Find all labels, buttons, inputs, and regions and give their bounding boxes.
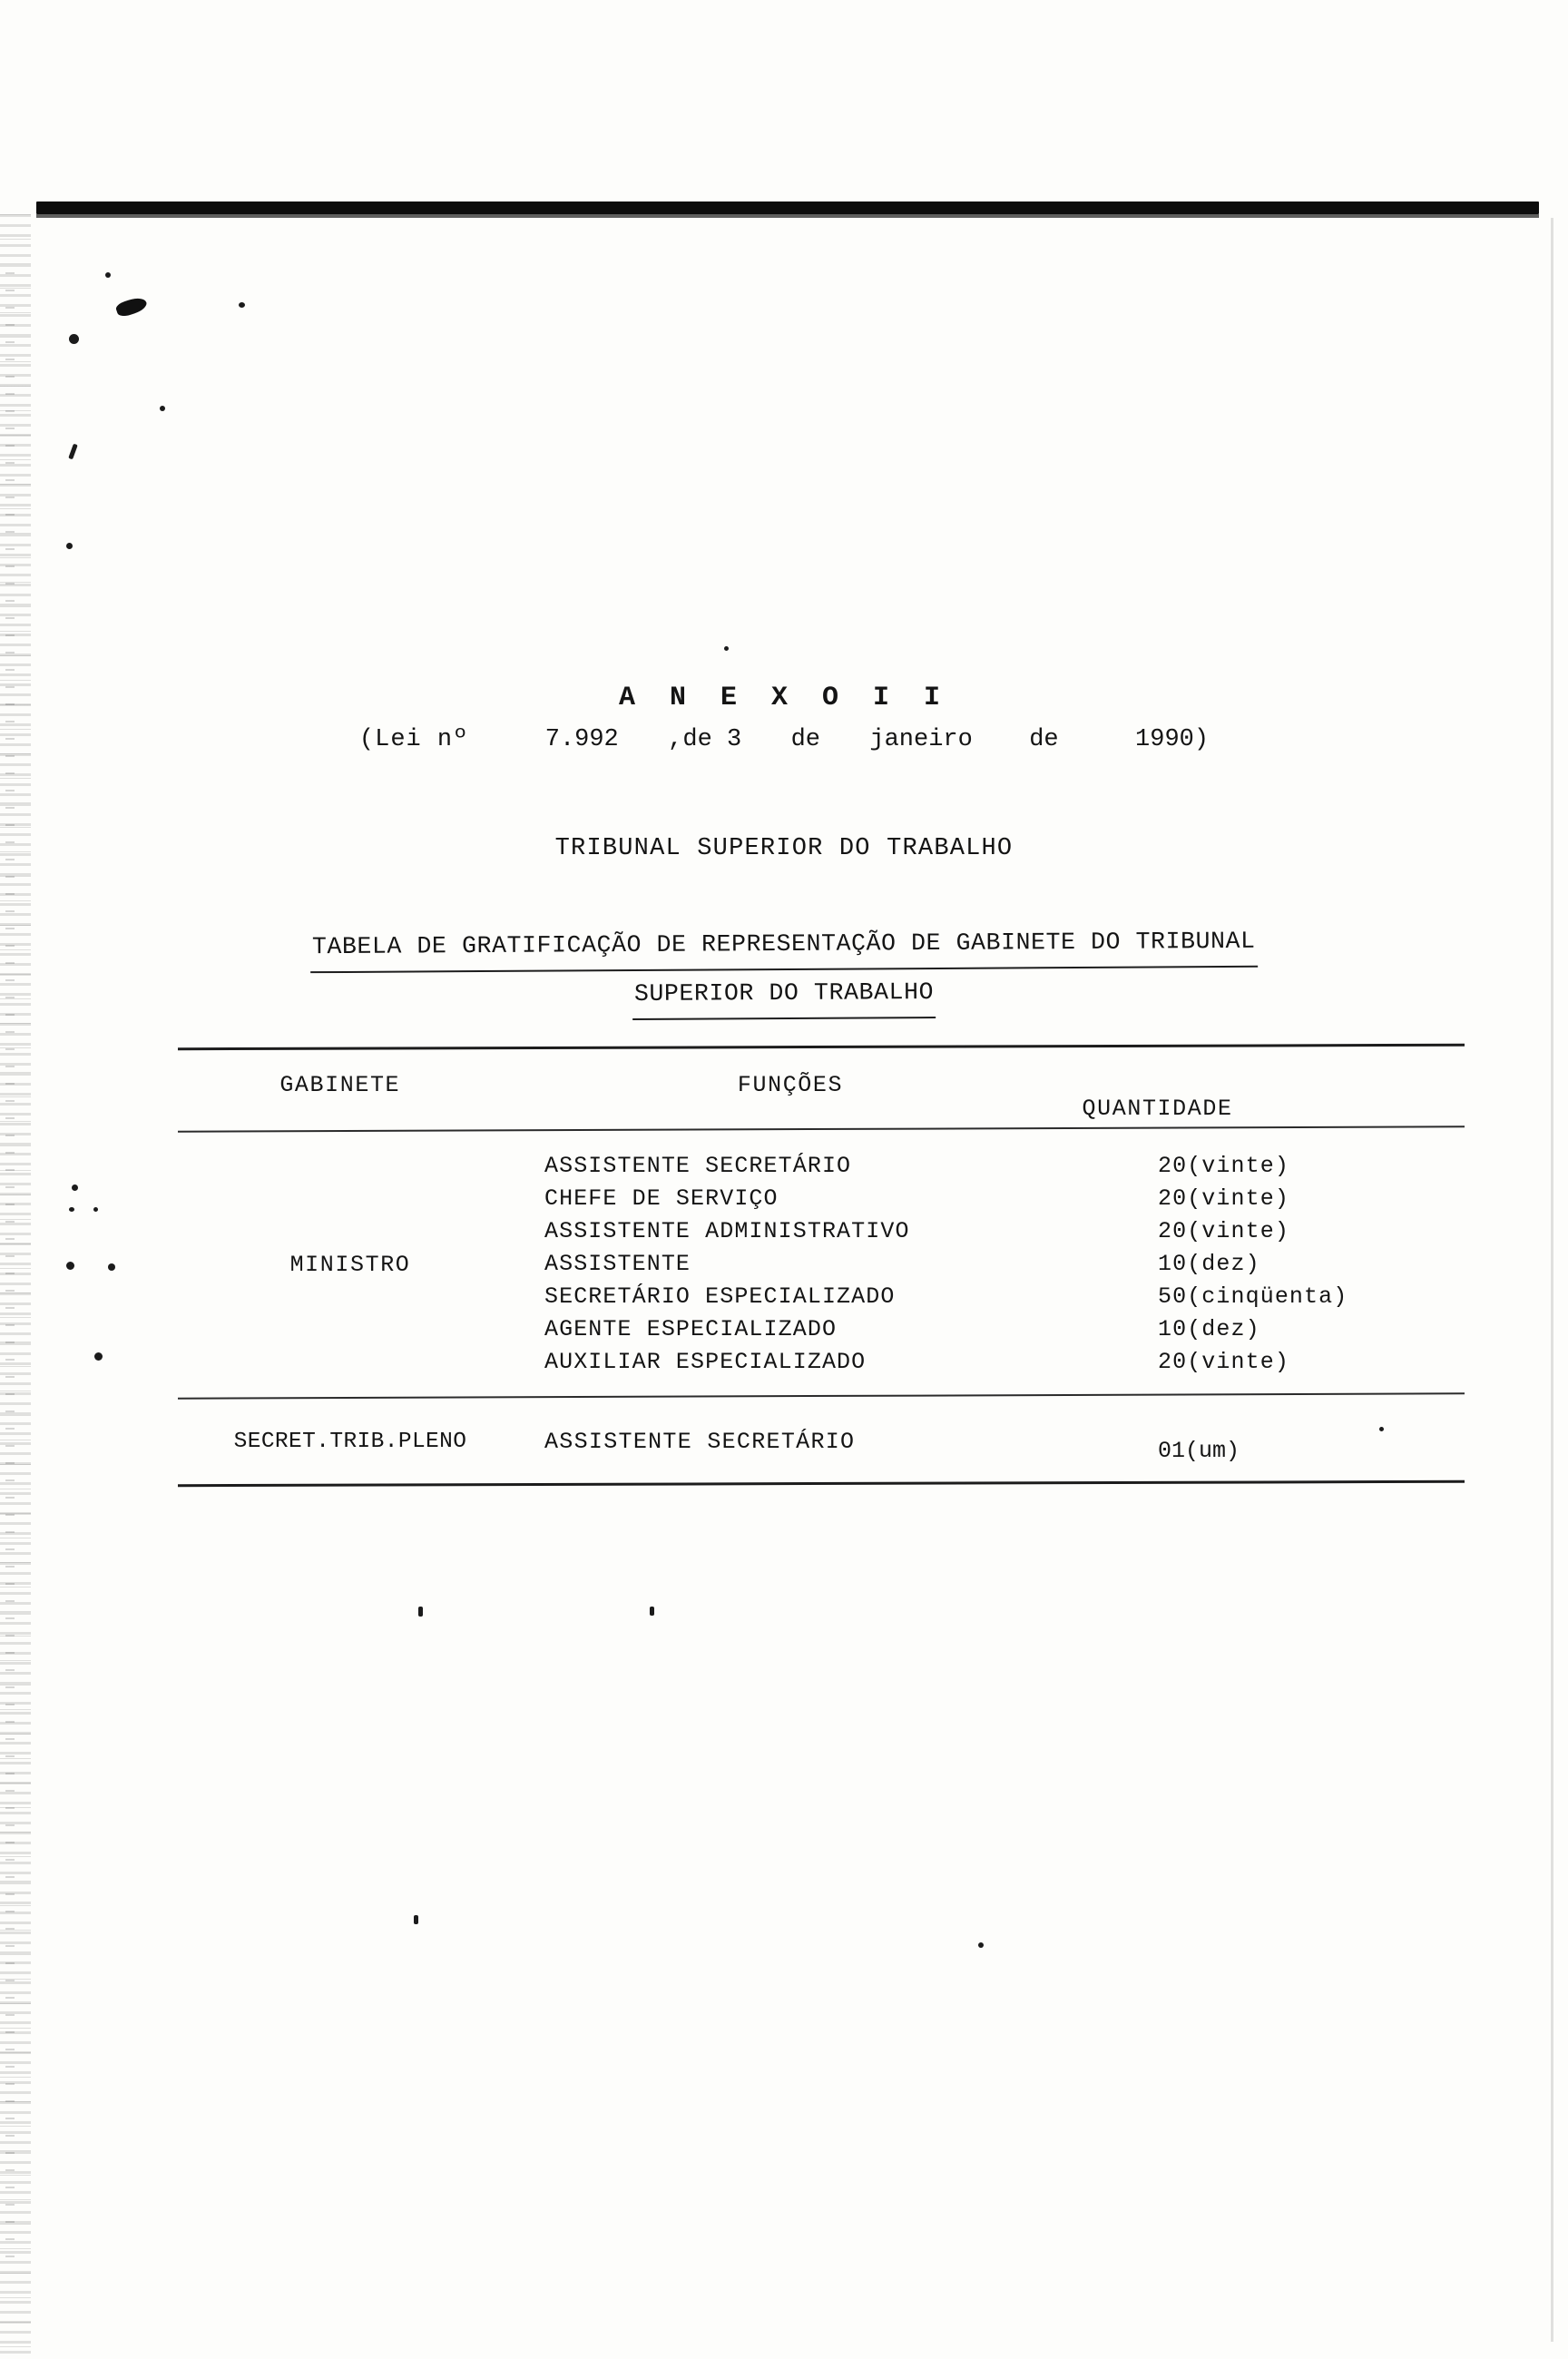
scan-speck	[418, 1607, 423, 1617]
list-item: 01(um)	[1158, 1438, 1240, 1464]
column-header-gabinete: GABINETE	[279, 1072, 401, 1098]
gratification-table	[178, 1046, 1465, 1485]
list-item: 20(vinte)	[1158, 1185, 1289, 1212]
list-item: 10(dez)	[1158, 1251, 1260, 1277]
table-row	[178, 1397, 1465, 1482]
list-item: 20(vinte)	[1158, 1349, 1289, 1375]
list-item: SECRETÁRIO ESPECIALIZADO	[544, 1283, 896, 1310]
scan-speck	[108, 1263, 115, 1271]
law-reference-line	[0, 726, 1568, 753]
law-month: janeiro	[869, 726, 973, 753]
scan-speck	[66, 543, 73, 549]
table-caption	[0, 921, 1568, 1019]
list-item: AUXILIAR ESPECIALIZADO	[544, 1349, 867, 1375]
scan-smudge	[114, 295, 148, 319]
column-header-funcoes: FUNÇÕES	[737, 1072, 844, 1098]
scan-speck	[160, 406, 165, 411]
table-caption-line-1: TABELA DE GRATIFICAÇÃO DE REPRESENTAÇÃO DE GABINETE DO TRIBUNAL	[310, 919, 1258, 973]
law-de-2: de	[1029, 726, 1059, 753]
cell-quantidade-list	[1058, 1415, 1465, 1468]
list-item: 20(vinte)	[1158, 1218, 1289, 1244]
scan-speck	[66, 1262, 74, 1270]
scan-speck	[72, 1184, 78, 1191]
law-number: 7.992	[544, 726, 619, 753]
list-item: ASSISTENTE	[544, 1251, 691, 1277]
scan-speck	[69, 334, 79, 344]
list-item: ASSISTENTE SECRETÁRIO	[544, 1429, 856, 1455]
table-header-row	[178, 1056, 1465, 1128]
scan-speck	[93, 1207, 98, 1212]
list-item: 10(dez)	[1158, 1316, 1260, 1342]
scan-speck	[724, 646, 729, 651]
law-reference-open: (Lei nº	[358, 726, 469, 753]
table-row	[178, 1130, 1465, 1395]
list-item: AGENTE ESPECIALIZADO	[544, 1316, 838, 1342]
column-header-quantidade: QUANTIDADE	[1082, 1096, 1233, 1122]
organization-name: TRIBUNAL SUPERIOR DO TRABALHO	[554, 835, 1014, 862]
scan-speck	[69, 1207, 74, 1212]
list-item: 20(vinte)	[1158, 1153, 1289, 1179]
scan-speck	[68, 444, 78, 460]
law-de-1: de	[790, 726, 820, 753]
law-day: ,de 3	[668, 726, 742, 753]
scan-speck	[239, 302, 245, 308]
list-item: CHEFE DE SERVIÇO	[544, 1185, 779, 1212]
cell-quantidade-list	[1058, 1150, 1465, 1379]
cell-funcoes-list	[523, 1150, 1058, 1379]
list-item: 50(cinqüenta)	[1158, 1283, 1348, 1310]
scan-top-bar-shadow	[36, 214, 1539, 218]
page-title: A N E X O I I	[618, 683, 950, 713]
list-item: ASSISTENTE SECRETÁRIO	[544, 1153, 852, 1179]
cell-gabinete: MINISTRO	[289, 1251, 411, 1278]
scan-speck	[105, 272, 111, 278]
scan-top-bar	[36, 201, 1539, 214]
table-caption-line-2: SUPERIOR DO TRABALHO	[632, 969, 936, 1020]
list-item: ASSISTENTE ADMINISTRATIVO	[544, 1218, 910, 1244]
cell-funcoes-list	[523, 1424, 1058, 1459]
scan-speck	[414, 1915, 418, 1924]
scan-right-edge-line	[1551, 218, 1553, 2342]
cell-gabinete: SECRET.TRIB.PLENO	[233, 1429, 467, 1454]
scan-speck	[650, 1607, 654, 1616]
scan-speck	[94, 1352, 103, 1361]
scan-left-edge-noise-secondary	[5, 272, 15, 2269]
law-year: 1990)	[1135, 726, 1210, 753]
scan-speck	[978, 1942, 984, 1948]
